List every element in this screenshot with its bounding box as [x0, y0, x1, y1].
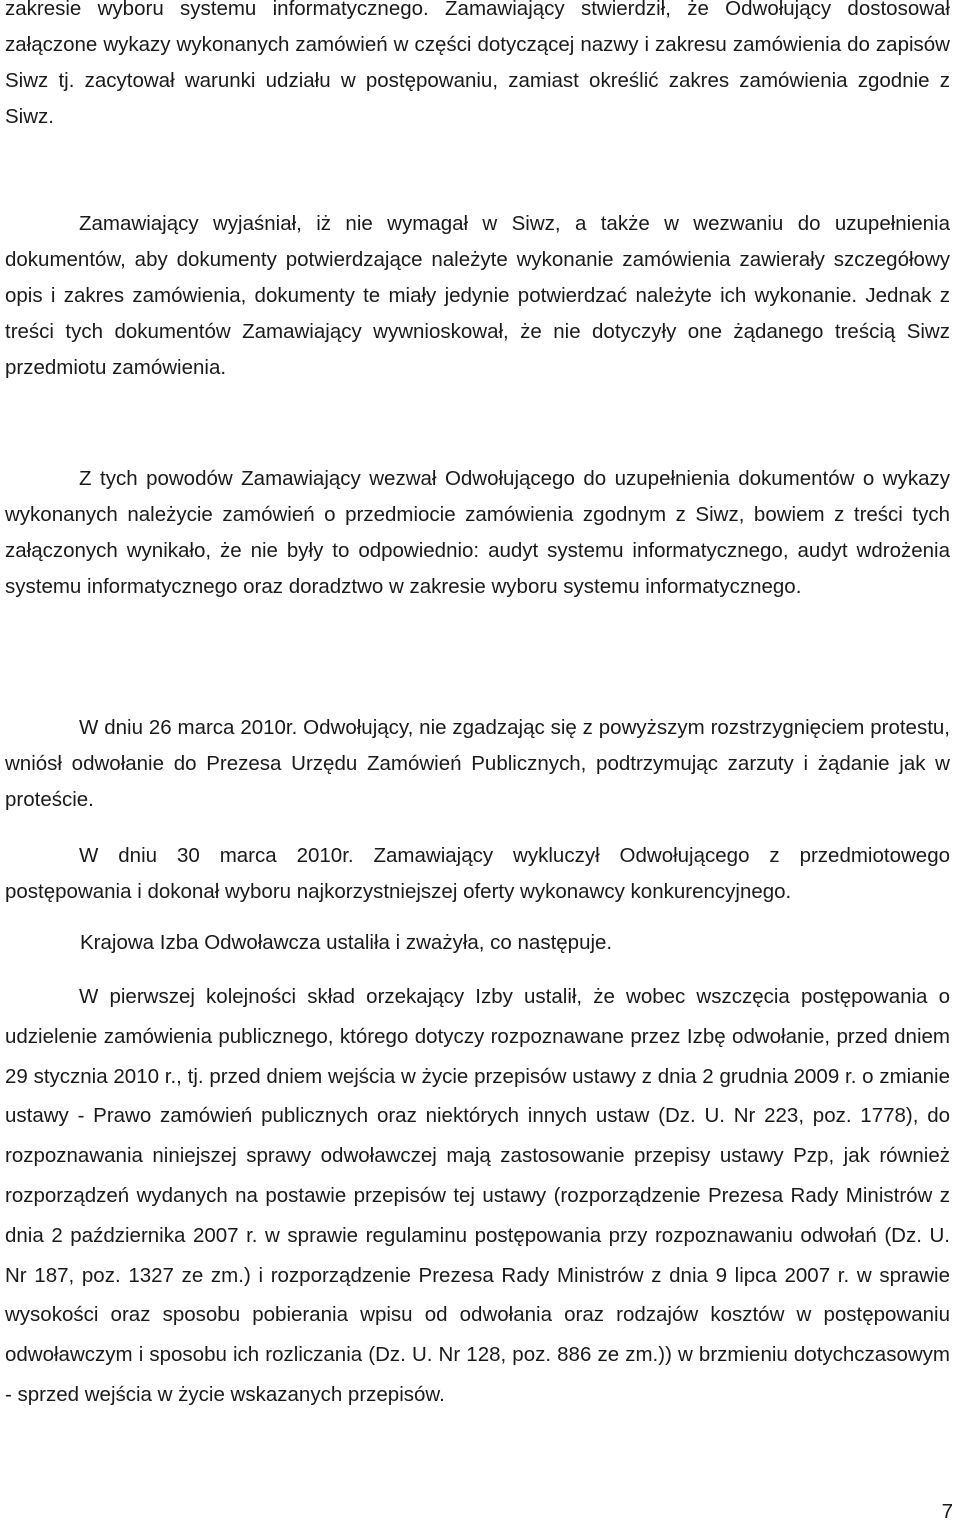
paragraph-6: W pierwszej kolejności skład orzekający Izby ustalił, że wobec wszczęcia postępowania o udzielenie zamówienia publicznego, którego dotyczy rozpoznawane przez Izbę odwołanie, przed dniem 29 stycznia 2010 r., tj. przed dniem wejścia w życie przepisów ustawy z dnia 2 grudnia 2009 r. o zmianie ustawy - Prawo zamówień publicznych oraz niektórych innych ustaw (Dz. U. Nr 223, poz. 1778), do rozpoznawania niniejszej sprawy odwoławczej mają zastosowanie przepisy ustawy Pzp, jak również rozporządzeń wydanych na postawie przepisów tej ustawy (rozporządzenie Prezesa Rady Ministrów z dnia 2 października 2007 r. w sprawie regulaminu postępowania przy rozpoznawaniu odwołań (Dz. U. Nr 187, poz. 1327 ze zm.) i rozporządzenie Prezesa Rady Ministrów z dnia 9 lipca 2007 r. w sprawie wysokości oraz sposobu pobierania wpisu od odwołania oraz rodzajów kosztów w postępowaniu odwoławczym i sposobu ich rozliczania (Dz. U. Nr 128, poz. 886 ze zm.)) w brzmieniu dotychczasowym - sprzed wejścia w życie wskazanych przepisów.: [5, 985, 950, 1406]
paragraph-5: W dniu 30 marca 2010r. Zamawiający wykluczył Odwołującego z przedmiotowego postępowania i dokonał wyboru najkorzystniejszej oferty wykonawcy konkurencyjnego.: [5, 844, 950, 903]
paragraph-4: W dniu 26 marca 2010r. Odwołujący, nie zgadzając się z powyższym rozstrzygnięciem protestu, wniósł odwołanie do Prezesa Urzędu Zamówień Publicznych, podtrzymując zarzuty i żądanie jak w proteście.: [5, 716, 950, 811]
paragraph-2: Zamawiający wyjaśniał, iż nie wymagał w Siwz, a także w wezwaniu do uzupełnienia dokumentów, aby dokumenty potwierdzające należyte wykonanie zamówienia zawierały szczegółowy opis i zakres zamówienia, dokumenty te miały jedynie potwierdzać należyte ich wykonanie. Jednak z treści tych dokumentów Zamawiający wywnioskował, że nie dotyczyły one żądanego treścią Siwz przedmiotu zamówienia.: [5, 212, 950, 379]
paragraph-1: zakresie wyboru systemu informatycznego. Zamawiający stwierdził, że Odwołujący dostosował załączone wykazy wykonanych zamówień w części dotyczącej nazwy i zakresu zamówienia do zapisów Siwz tj. zacytował warunki udziału w postępowaniu, zamiast określić zakres zamówienia zgodnie z Siwz.: [5, 0, 950, 128]
section-heading: Krajowa Izba Odwoławcza ustaliła i zważyła, co następuje.: [80, 931, 613, 954]
page-number: 7: [941, 1500, 953, 1523]
paragraph-3: Z tych powodów Zamawiający wezwał Odwołującego do uzupełnienia dokumentów o wykazy wykonanych należycie zamówień o przedmiocie zamówienia zgodnym z Siwz, bowiem z treści tych załączonych wynikało, że nie były to odpowiednio: audyt systemu informatycznego, audyt wdrożenia systemu informatycznego oraz doradztwo w zakresie wyboru systemu informatycznego.: [5, 467, 950, 598]
